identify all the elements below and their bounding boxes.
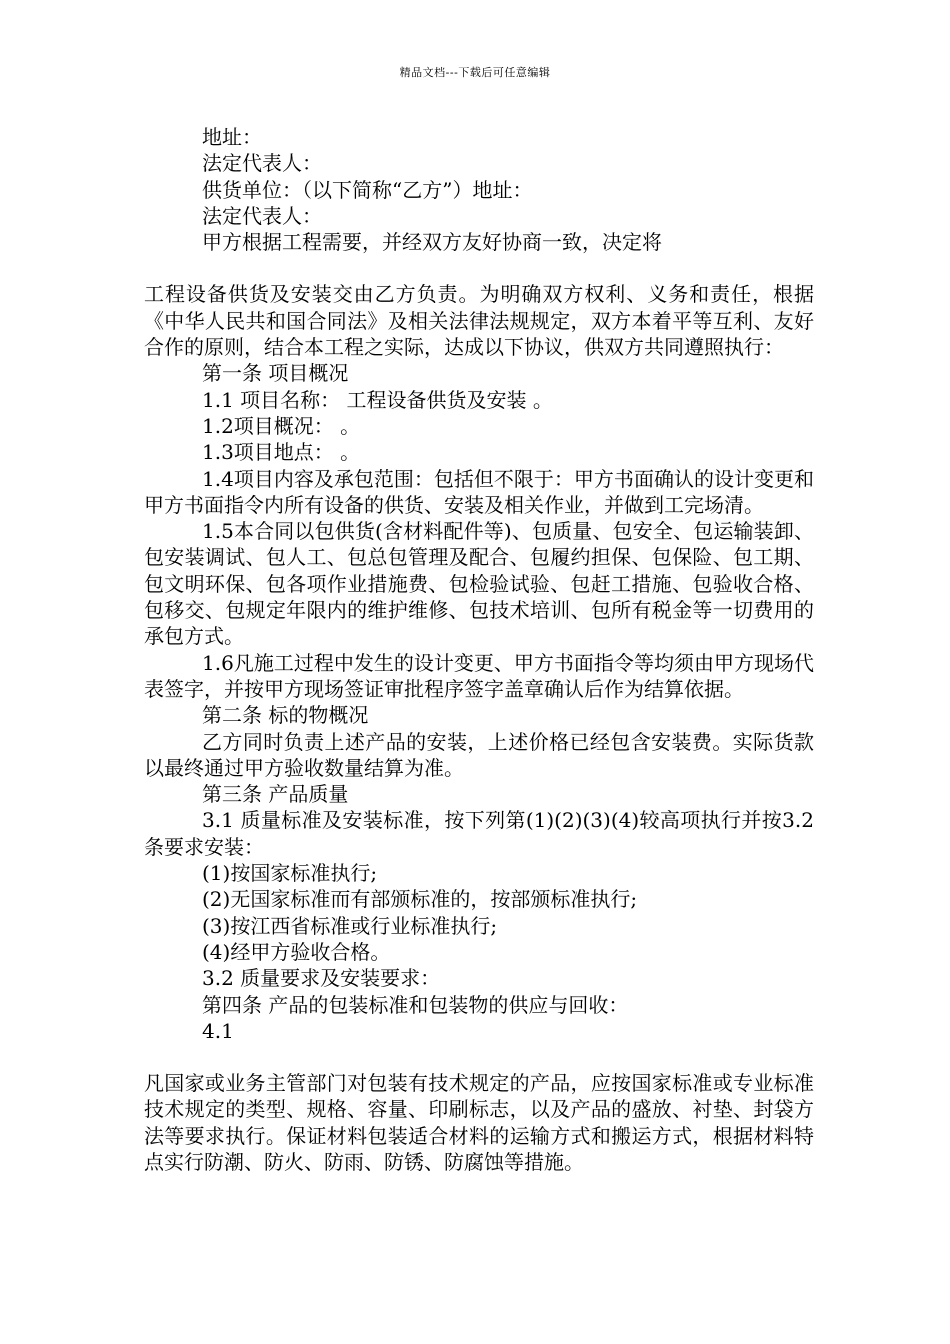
paragraph: 法定代表人： bbox=[202, 203, 322, 228]
paragraph: 1.4项目内容及承包范围：包括但不限于：甲方书面确认的设计变更和甲方书面指令内所有设备的供货、安装及相关作业，并做到工完场清。 bbox=[144, 466, 814, 517]
paragraph: 第四条 产品的包装标准和包装物的供应与回收： bbox=[202, 992, 629, 1017]
paragraph: (4)经甲方验收合格。 bbox=[202, 939, 391, 964]
paragraph: 1.5本合同以包供货(含材料配件等)、包质量、包安全、包运输装卸、包安装调试、包人工、包总包管理及配合、包履约担保、包保险、包工期、包文明环保、包各项作业措施费、包检验试验、包赶工措施、包验收合格、包移交、包规定年限内的维护维修、包技术培训、包所有税金等一切费用的承包方式。 bbox=[144, 519, 814, 649]
paragraph: 1.2项目概况： 。 bbox=[202, 413, 361, 438]
paragraph: 1.6凡施工过程中发生的设计变更、甲方书面指令等均须由甲方现场代表签字，并按甲方现场签证审批程序签字盖章确认后作为结算依据。 bbox=[144, 650, 814, 701]
paragraph: 4.1 bbox=[202, 1018, 234, 1043]
paragraph: 甲方根据工程需要，并经双方友好协商一致，决定将 bbox=[202, 230, 662, 255]
paragraph: 3.1 质量标准及安装标准，按下列第(1)(2)(3)(4)较高项执行并按3.2条要求安装： bbox=[144, 808, 814, 859]
paragraph: 地址： bbox=[202, 125, 262, 149]
paragraph: (2)无国家标准而有部颁标准的，按部颁标准执行; bbox=[202, 887, 638, 912]
paragraph: 第二条 标的物概况 bbox=[202, 703, 369, 728]
paragraph: 1.3项目地点： 。 bbox=[202, 440, 361, 465]
paragraph: 3.2 质量要求及安装要求： bbox=[202, 966, 441, 991]
page-header: 精品文档---下载后可任意编辑 bbox=[399, 66, 551, 79]
document-body bbox=[144, 124, 814, 1175]
paragraph: 法定代表人： bbox=[202, 151, 322, 176]
paragraph: 第一条 项目概况 bbox=[202, 361, 349, 386]
paragraph: 第三条 产品质量 bbox=[202, 782, 349, 807]
paragraph: 供货单位：（以下简称“乙方”）地址： bbox=[202, 177, 533, 202]
paragraph: (1)按国家标准执行; bbox=[202, 861, 378, 886]
paragraph: 工程设备供货及安装交由乙方负责。为明确双方权利、义务和责任，根据《中华人民共和国合同法》及相关法律法规规定，双方本着平等互利、友好合作的原则，结合本工程之实际，达成以下协议，供双方共同遵照执行： bbox=[144, 282, 814, 360]
paragraph: 乙方同时负责上述产品的安装，上述价格已经包含安装费。实际货款以最终通过甲方验收数量结算为准。 bbox=[144, 729, 814, 780]
paragraph: 凡国家或业务主管部门对包装有技术规定的产品，应按国家标准或专业标准技术规定的类型、规格、容量、印刷标志，以及产品的盛放、衬垫、封袋方法等要求执行。保证材料包装适合材料的运输方式和搬运方式，根据材料特点实行防潮、防火、防雨、防锈、防腐蚀等措施。 bbox=[144, 1071, 814, 1174]
paragraph: 1.1 项目名称： 工程设备供货及安装 。 bbox=[202, 387, 553, 412]
paragraph: (3)按江西省标准或行业标准执行; bbox=[202, 913, 498, 938]
